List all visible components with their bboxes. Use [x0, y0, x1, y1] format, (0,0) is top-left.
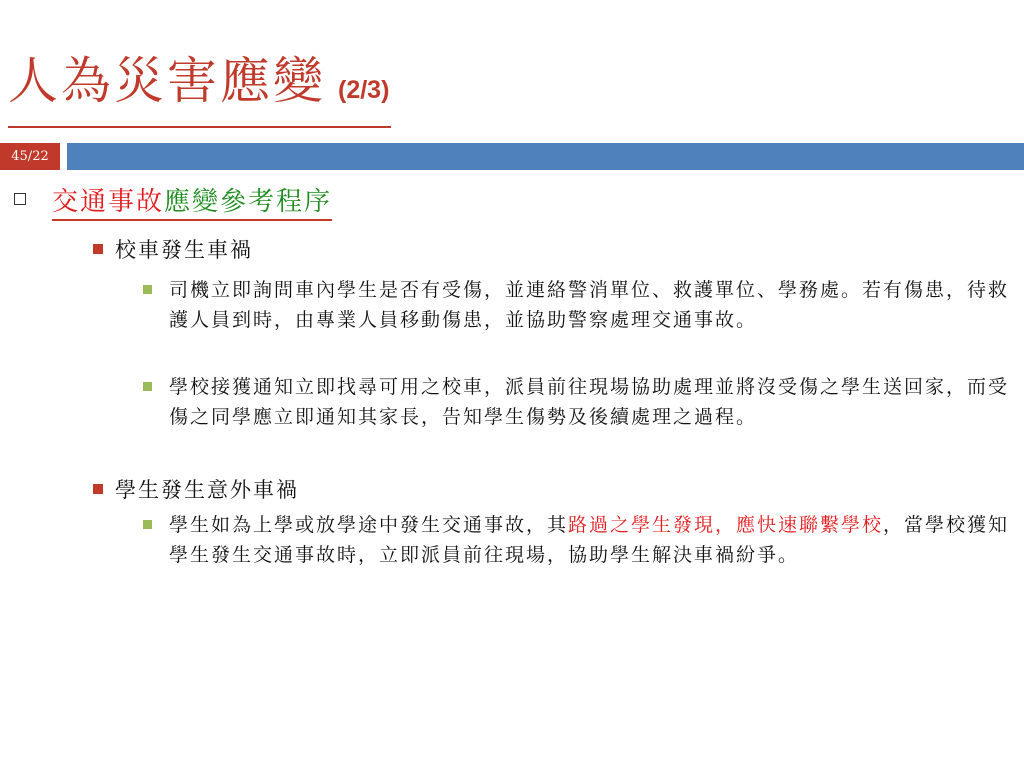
- list-item: [143, 275, 1013, 335]
- heading-item: [14, 181, 332, 218]
- square-bullet-icon: [93, 244, 103, 254]
- slide-title-main: 人為災害應變: [8, 52, 326, 110]
- list-item-text: 學校接獲通知立即找尋可用之校車，派員前往現場協助處理並將沒受傷之學生送回家，而受傷之同學應立即通知其家長，告知學生傷勢及後續處理之過程。: [169, 376, 1010, 428]
- section-label: 學生發生意外車禍: [115, 478, 299, 502]
- slide-title: [8, 48, 391, 128]
- list-item-text-after: ，當學校獲知學生發生交通事故時，立即派員前往現場，協助學生解決車禍紛爭。: [169, 514, 1010, 566]
- green-square-bullet-icon: [143, 285, 152, 294]
- heading-text: [52, 187, 332, 221]
- list-item: [143, 510, 1013, 570]
- heading-green-part: 應變參考程序: [164, 187, 333, 217]
- green-square-bullet-icon: [143, 520, 152, 529]
- section-heading-student-accident: [93, 474, 299, 504]
- heading-red-part: 交通事故: [52, 187, 165, 217]
- list-item-text: [169, 510, 1013, 570]
- section-label: 校車發生車禍: [115, 238, 253, 262]
- header-band: [67, 143, 1024, 170]
- list-item: [143, 372, 1013, 432]
- list-item-text-highlight: 路過之學生發現，應快速聯繫學校: [568, 514, 884, 536]
- section-heading-bus-accident: [93, 234, 253, 264]
- hollow-square-bullet-icon: [14, 193, 26, 205]
- page-indicator: 45/22: [0, 143, 60, 170]
- list-item-text-before: 學生如為上學或放學途中發生交通事故，其: [169, 514, 569, 536]
- green-square-bullet-icon: [143, 382, 152, 391]
- square-bullet-icon: [93, 484, 103, 494]
- slide-title-subtitle: (2/3): [338, 76, 390, 104]
- list-item-text: 司機立即詢問車內學生是否有受傷，並連絡警消單位、救護單位、學務處。若有傷患，待救護人員到時，由專業人員移動傷患，並協助警察處理交通事故。: [169, 279, 1010, 331]
